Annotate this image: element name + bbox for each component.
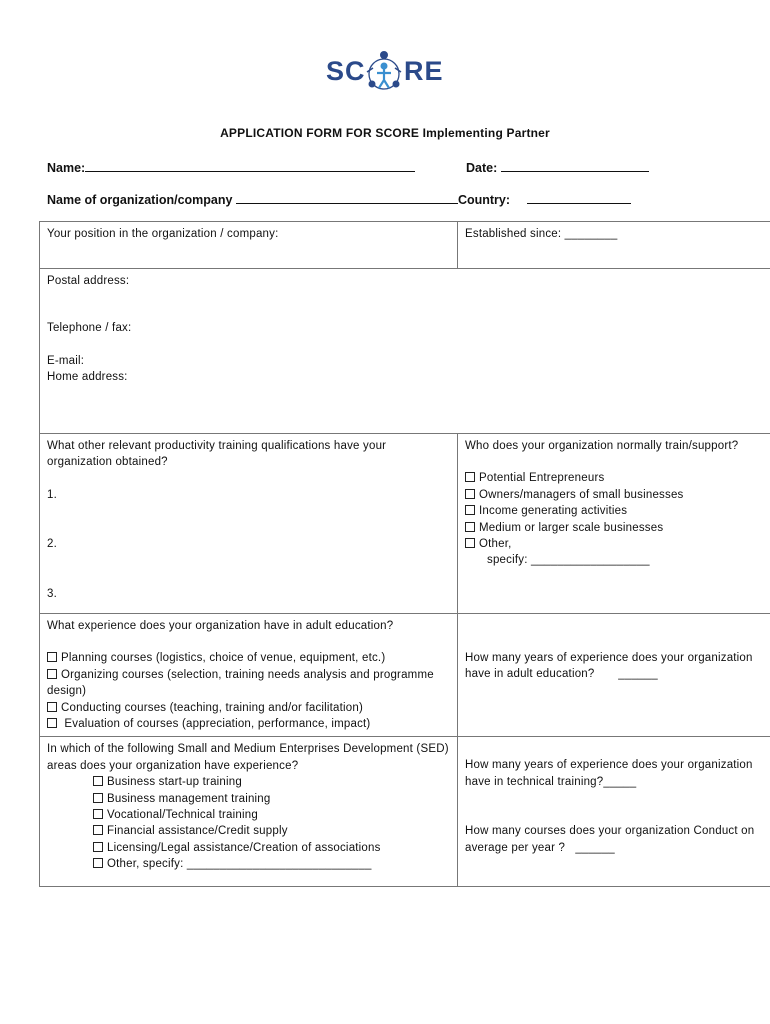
- date-label: Date:: [466, 161, 498, 175]
- train-question: Who does your organization normally train/support?: [465, 440, 739, 452]
- adult-years-text: How many years of experience does your organization have in adult education?: [465, 652, 753, 681]
- sed-option[interactable]: [47, 791, 450, 807]
- sed-option[interactable]: [47, 774, 450, 790]
- logo-text-right: RE: [404, 56, 444, 86]
- name-label: Name:: [47, 161, 86, 175]
- adult-option-label: Planning courses (logistics, choice of venue, equipment, etc.): [61, 652, 386, 665]
- people-circle-icon: [364, 48, 404, 98]
- name-field[interactable]: [47, 159, 415, 175]
- adult-years-question: [465, 650, 764, 683]
- adult-option-label: Evaluation of courses (appreciation, performance, impact): [61, 718, 371, 731]
- qualifications-question: What other relevant productivity training qualifications have your organization obtained?: [47, 440, 387, 469]
- train-option-label: Potential Entrepreneurs: [479, 472, 605, 485]
- org-field[interactable]: [47, 191, 631, 207]
- qualification-item-3: 3.: [47, 587, 57, 600]
- checkbox[interactable]: [465, 522, 475, 532]
- adult-education-cell: [40, 614, 458, 737]
- adult-option[interactable]: [47, 700, 450, 716]
- country-label: Country:: [457, 193, 511, 207]
- contact-cell[interactable]: [40, 269, 770, 434]
- checkbox[interactable]: [93, 842, 103, 852]
- org-label: Name of organization/company: [47, 193, 233, 207]
- org-blank[interactable]: [236, 191, 458, 204]
- adult-option[interactable]: [47, 667, 450, 700]
- train-option[interactable]: [465, 503, 764, 519]
- checkbox[interactable]: [47, 718, 57, 728]
- form-title: APPLICATION FORM FOR SCORE Implementing Partner: [220, 126, 550, 140]
- home-address-label: Home address:: [47, 371, 128, 384]
- train-option[interactable]: [465, 536, 764, 552]
- sed-option-label: Business management training: [107, 792, 271, 805]
- sed-cell: [40, 737, 458, 887]
- train-option[interactable]: [465, 487, 764, 503]
- postal-label: Postal address:: [47, 275, 130, 287]
- sed-option-label: Vocational/Technical training: [107, 809, 258, 822]
- courses-text: How many courses does your organization Conduct on average per year ?: [465, 825, 755, 854]
- adult-question: What experience does your organization have in adult education?: [47, 620, 394, 632]
- train-option-label: Other,: [479, 538, 512, 551]
- established-label: Established since: ________: [465, 228, 618, 240]
- train-option-label: Owners/managers of small businesses: [479, 488, 684, 501]
- adult-option[interactable]: [47, 716, 450, 732]
- adult-years-cell[interactable]: [458, 614, 770, 737]
- checkbox[interactable]: [47, 702, 57, 712]
- checkbox[interactable]: [47, 652, 57, 662]
- qualification-item-1: 1.: [47, 488, 57, 501]
- courses-blank[interactable]: ______: [575, 841, 615, 854]
- email-label: E-mail:: [47, 354, 85, 367]
- sed-option-label: Business start-up training: [107, 776, 242, 789]
- sed-option-label: Licensing/Legal assistance/Creation of associations: [107, 841, 381, 854]
- position-cell[interactable]: [40, 222, 458, 269]
- score-logo: [326, 46, 450, 100]
- telephone-label: Telephone / fax:: [47, 322, 132, 335]
- train-option[interactable]: [465, 470, 764, 486]
- date-field[interactable]: [466, 159, 649, 175]
- checkbox[interactable]: [93, 825, 103, 835]
- sed-option-label: Financial assistance/Credit supply: [107, 825, 288, 838]
- position-label: Your position in the organization / company:: [47, 228, 279, 240]
- train-support-cell: [458, 434, 770, 614]
- adult-option-label: Organizing courses (selection, training needs analysis and programme design): [47, 668, 434, 698]
- country-blank[interactable]: [527, 191, 631, 204]
- checkbox[interactable]: [465, 505, 475, 515]
- sed-option[interactable]: [47, 807, 450, 823]
- checkbox[interactable]: [93, 809, 103, 819]
- technical-courses-cell[interactable]: [458, 737, 770, 887]
- train-option-label: Medium or larger scale businesses: [479, 521, 664, 534]
- train-specify[interactable]: specify: __________________: [487, 554, 650, 567]
- date-blank[interactable]: [501, 159, 649, 172]
- checkbox[interactable]: [47, 669, 57, 679]
- checkbox[interactable]: [93, 793, 103, 803]
- sed-option[interactable]: [47, 856, 450, 872]
- sed-option[interactable]: [47, 840, 450, 856]
- courses-question: [465, 823, 764, 856]
- sed-option[interactable]: [47, 823, 450, 839]
- name-blank[interactable]: [85, 159, 415, 172]
- checkbox[interactable]: [465, 538, 475, 548]
- logo-text-left: SC: [326, 56, 366, 86]
- application-table: [39, 221, 770, 887]
- established-cell[interactable]: [458, 222, 770, 269]
- checkbox[interactable]: [465, 472, 475, 482]
- qualifications-cell[interactable]: [40, 434, 458, 614]
- checkbox[interactable]: [93, 776, 103, 786]
- adult-option-label: Conducting courses (teaching, training and/or facilitation): [61, 701, 364, 714]
- technical-years-question: How many years of experience does your organization have in technical training?_____: [465, 759, 753, 788]
- sed-option-label: Other, specify: ____________________________: [107, 858, 372, 871]
- train-option-label: Income generating activities: [479, 505, 628, 518]
- sed-question: In which of the following Small and Medium Enterprises Development (SED) areas does your organization have experience?: [47, 743, 449, 772]
- adult-option[interactable]: [47, 650, 450, 666]
- train-option[interactable]: [465, 520, 764, 536]
- qualification-item-2: 2.: [47, 538, 57, 551]
- checkbox[interactable]: [93, 858, 103, 868]
- checkbox[interactable]: [465, 489, 475, 499]
- adult-years-blank[interactable]: ______: [618, 668, 658, 681]
